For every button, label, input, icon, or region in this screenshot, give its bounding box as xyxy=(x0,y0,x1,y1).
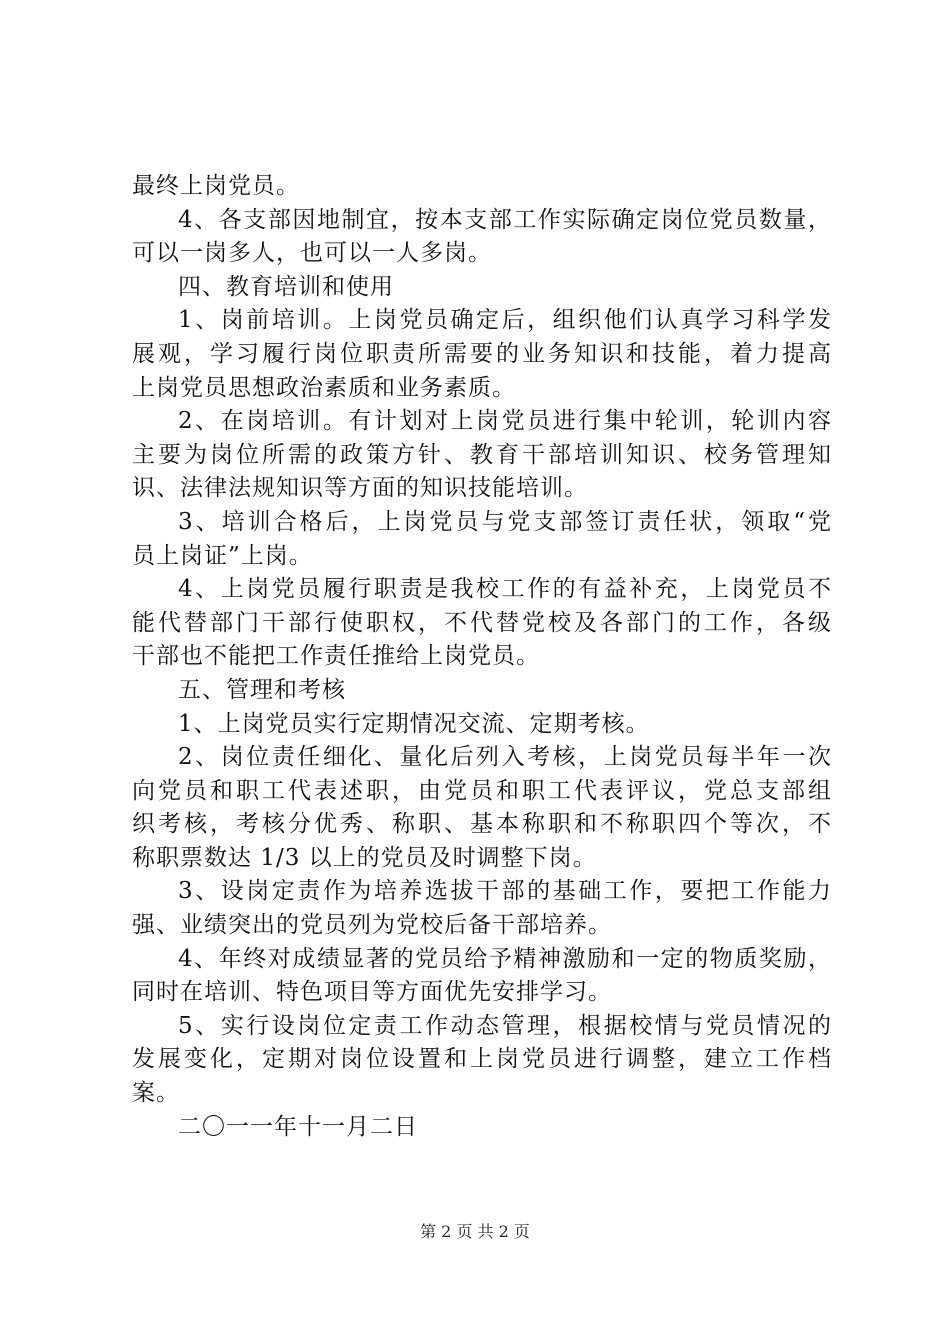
text-line: 可以一岗多人，也可以一人多岗。 xyxy=(132,240,492,267)
text-line: 二〇一一年十一月二日 xyxy=(178,1113,418,1140)
text-line: 四、教育培训和使用 xyxy=(178,273,394,300)
text-line: 织考核，考核分优秀、称职、基本称职和不称职四个等次，不 xyxy=(132,811,832,838)
text-line: 上岗党员思想政治素质和业务素质。 xyxy=(132,374,516,401)
text-line: 能代替部门干部行使职权，不代替党校及各部门的工作，各级 xyxy=(132,609,832,636)
text-line: 4、上岗党员履行职责是我校工作的有益补充，上岗党员不 xyxy=(178,576,832,603)
text-line: 4、各支部因地制宜，按本支部工作实际确定岗位党员数量， xyxy=(178,206,832,233)
text-line: 称职票数达 1/3 以上的党员及时调整下岗。 xyxy=(132,844,597,871)
text-line: 3、设岗定责作为培养选拔干部的基础工作，要把工作能力 xyxy=(178,878,832,905)
text-line: 展观，学习履行岗位职责所需要的业务知识和技能，着力提高 xyxy=(132,340,832,367)
text-line: 五、管理和考核 xyxy=(178,676,346,703)
text-line: 案。 xyxy=(132,1080,180,1107)
text-line: 1、上岗党员实行定期情况交流、定期考核。 xyxy=(178,710,650,737)
text-line: 向党员和职工代表述职，由党员和职工代表评议，党总支部组 xyxy=(132,777,832,804)
text-line: 3、培训合格后，上岗党员与党支部签订责任状，领取“党 xyxy=(178,508,832,535)
text-line: 发展变化，定期对岗位设置和上岗党员进行调整，建立工作档 xyxy=(132,1046,832,1073)
text-line: 2、岗位责任细化、量化后列入考核，上岗党员每半年一次 xyxy=(178,744,832,771)
text-line: 识、法律法规知识等方面的知识技能培训。 xyxy=(132,475,588,502)
text-line: 主要为岗位所需的政策方针、教育干部培训知识、校务管理知 xyxy=(132,441,832,468)
text-line: 4、年终对成绩显著的党员给予精神激励和一定的物质奖励， xyxy=(178,945,832,972)
text-line: 干部也不能把工作责任推给上岗党员。 xyxy=(132,643,540,670)
text-line: 强、业绩突出的党员列为党校后备干部培养。 xyxy=(132,912,612,939)
page-footer: 第 2 页 共 2 页 xyxy=(420,1222,530,1241)
text-line: 5、实行设岗位定责工作动态管理，根据校情与党员情况的 xyxy=(178,1012,832,1039)
text-line: 最终上岗党员。 xyxy=(132,173,300,199)
text-line: 同时在培训、特色项目等方面优先安排学习。 xyxy=(132,979,612,1006)
text-line: 2、在岗培训。有计划对上岗党员进行集中轮训，轮训内容 xyxy=(178,408,832,435)
document-body xyxy=(132,170,832,1144)
text-line: 员上岗证”上岗。 xyxy=(132,542,313,569)
text-line: 1、岗前培训。上岗党员确定后，组织他们认真学习科学发 xyxy=(178,307,832,334)
